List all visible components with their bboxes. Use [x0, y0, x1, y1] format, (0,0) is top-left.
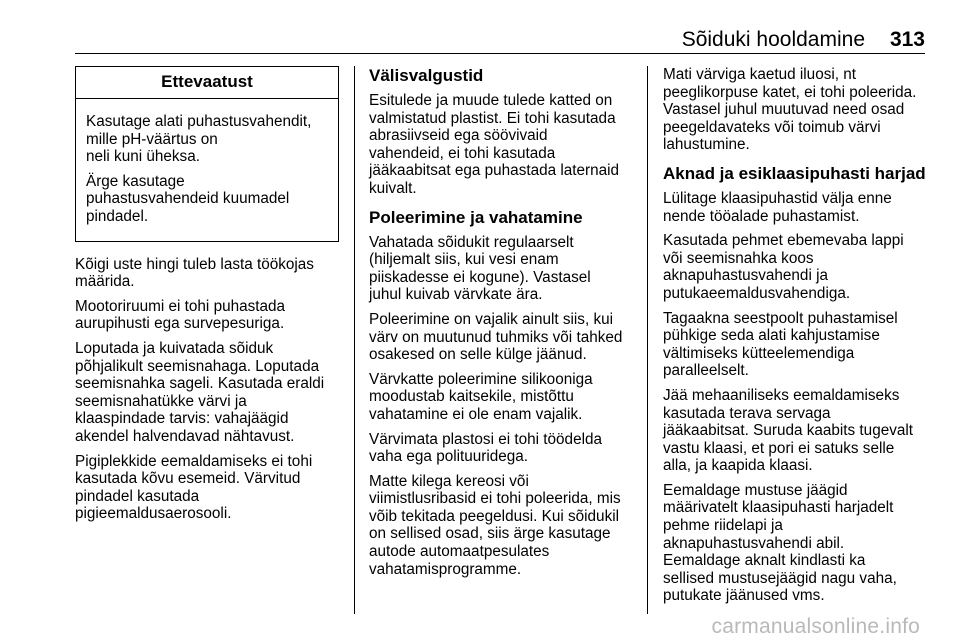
section-heading-exterior-lights: Välisvalgustid	[369, 66, 484, 85]
paragraph: Matte kilega kereosi või viimistlusribasid ei tohi poleerida, mis võib tekitada peegeldusi. Kui sõidukil on sellised osad, siis ärge kasutage autode automaatpesulates vahatamisprogramme.	[369, 472, 621, 578]
paragraph: Mootoriruumi ei tohi puhastada aurupihusti ega survepesuriga.	[75, 297, 286, 333]
paragraph: Eemaldage mustuse jäägid määrivatelt klaasipuhasti harjadelt pehme riidelapi ja aknapuhastusvahendi abil. Eemaldage aknalt kindlasti ka sellised mustusejäägid nagu vaha, putukate jäänused vms.	[663, 481, 897, 605]
paragraph: Jää mehaaniliseks eemaldamiseks kasutada terava servaga jääkaabitsat. Suruda kaabits tugevalt vastu klaasi, et pori ei satuks selle alla, ja kaapida klaasi.	[663, 386, 914, 475]
caution-body	[76, 99, 338, 241]
header-rule	[75, 53, 925, 54]
caution-title: Ettevaatust	[76, 67, 338, 99]
column-divider-2	[647, 66, 648, 614]
paragraph: Poleerimine on vajalik ainult siis, kui värv on muutunud tuhmiks või tahked osakesed on selle külge jäänud.	[369, 310, 623, 364]
paragraph: Mati värviga kaetud iluosi, nt peeglikorpuse katet, ei tohi poleerida. Vastasel juhul muutuvad need osad peegeldavateks või toimub värvi lahustumine.	[663, 66, 917, 154]
caution-paragraph: Ärge kasutage puhastusvahendeid kuumadel pindadel.	[86, 172, 290, 225]
page-number: 313	[889, 28, 925, 51]
column-1	[75, 66, 345, 530]
header-title: Sõiduki hooldamine	[681, 28, 865, 51]
column-3	[663, 66, 928, 612]
paragraph: Lülitage klaasipuhastid välja enne nende tööalade puhastamist.	[663, 189, 892, 225]
paragraph: Värvkatte poleerimine silikooniga moodustab kaitsekile, mistõttu vahatamine ei ole enam vajalik.	[369, 370, 593, 423]
caution-box	[75, 66, 339, 242]
watermark: carmanualsonline.info	[711, 615, 920, 638]
column-2	[369, 66, 641, 585]
paragraph: Esitulede ja muude tulede katted on valmistatud plastist. Ei tohi kasutada abrasiivseid ega söövivaid vahendeid, ei tohi kasutada jääkaabitsat ega puhastada laternaid kuivalt.	[369, 92, 620, 197]
section-heading-windows-wipers: Aknad ja esiklaasipuhasti harjad	[663, 163, 926, 183]
caution-paragraph: Kasutage alati puhastusvahendit, mille pH-väärtus on neli kuni üheksa.	[86, 113, 312, 166]
page-header	[75, 28, 925, 52]
paragraph: Värvimata plastosi ei tohi töödelda vaha ega polituuridega.	[369, 430, 602, 466]
paragraph: Kõigi uste hingi tuleb lasta töökojas määrida.	[75, 255, 314, 291]
column-divider-1	[354, 66, 355, 614]
paragraph: Pigiplekkide eemaldamiseks ei tohi kasutada kõvu esemeid. Värvitud pindadel kasutada pigieemaldusaerosooli.	[75, 452, 313, 523]
section-heading-polishing: Poleerimine ja vahatamine	[369, 207, 583, 227]
paragraph: Vahatada sõidukit regulaarselt (hiljemalt siis, kui vesi enam piiskadesse ei kogune). Vastasel juhul kuivab värvkate ära.	[369, 233, 591, 304]
paragraph: Loputada ja kuivatada sõiduk põhjalikult seemisnahaga. Loputada seemisnahka sageli. Kasutada eraldi seemisnahatükke värvi ja klaaspindade tarvis: vahajäägid akendel halvendavad nähtavust.	[75, 339, 325, 445]
paragraph: Tagaakna seestpoolt puhastamisel pühkige seda alati kahjustamise vältimiseks kütteelemendiga paralleelselt.	[663, 309, 898, 380]
paragraph: Kasutada pehmet ebemevaba lappi või seemisnahka koos aknapuhastusvahendi ja putukaeemaldusvahendiga.	[663, 232, 904, 302]
